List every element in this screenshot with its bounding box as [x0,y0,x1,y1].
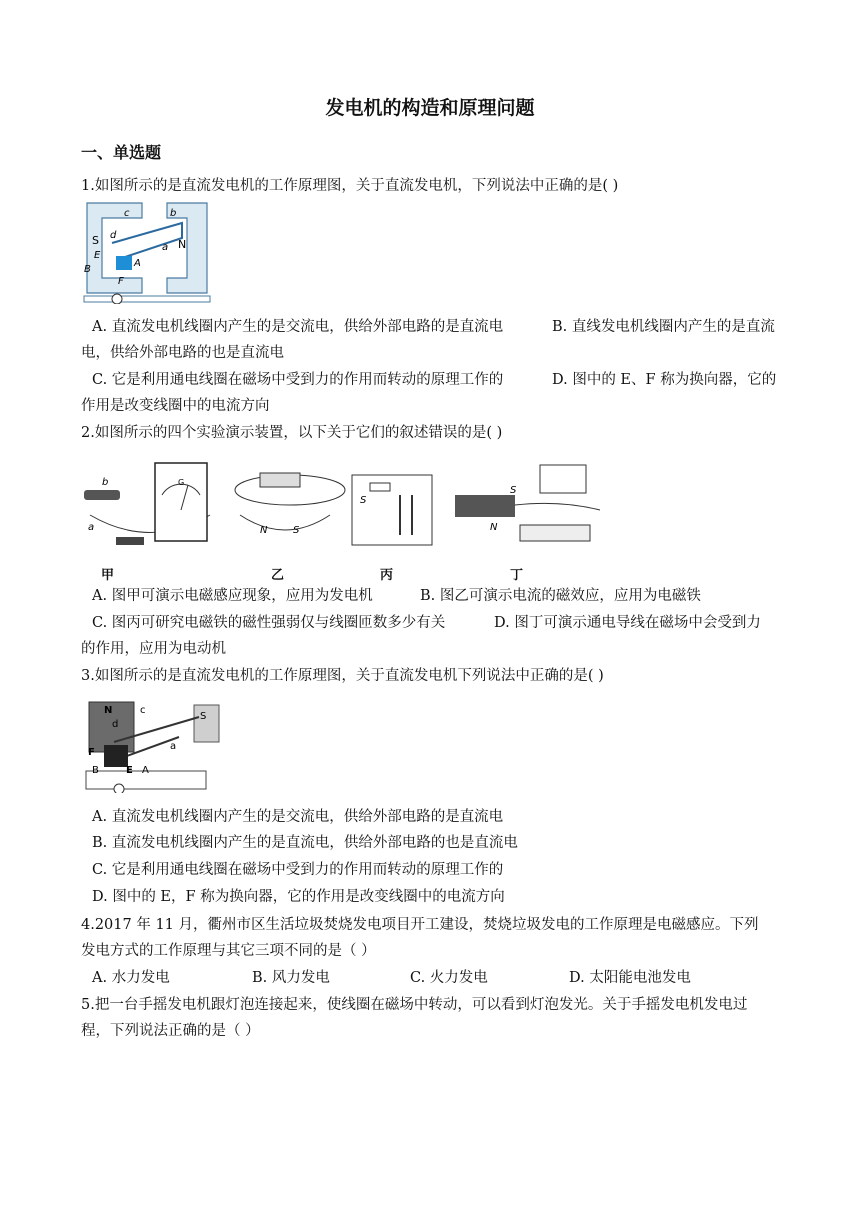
q1-fig-label-d: d [110,230,117,241]
q4-option-b: B. 风力发电 [252,970,330,986]
q2-fig-label-n: N [260,525,268,536]
q3-fig-label-a2: A [142,765,149,776]
question-3-stem: 3.如图所示的是直流发电机的工作原理图，关于直流发电机下列说法中正确的是( ) [81,668,604,684]
q2-fig-label-b: b [102,477,109,488]
q1-option-c: C. 它是利用通电线圈在磁场中受到力的作用而转动的原理工作的 [92,372,504,388]
q2-caption-jia: 甲 [101,568,115,583]
question-4-stem-line1: 4.2017 年 11 月，衢州市区生活垃圾焚烧发电项目开工建设，焚烧垃圾发电的工作原理是电磁感应。下列 [81,917,759,933]
q2-caption-bing: 丙 [380,568,394,583]
q1-fig-label-a-upper: A [134,258,141,269]
q2-fig-label-n2: N [490,522,498,533]
q2-option-a: A. 图甲可演示电磁感应现象，应用为发电机 [92,588,373,604]
q3-generator-figure [84,697,224,793]
q3-fig-label-s: S [200,711,207,722]
q2-option-d: D. 图丁可演示通电导线在磁场中会受到力 [494,615,761,631]
q3-fig-label-n: N [104,705,113,716]
q3-option-c: C. 它是利用通电线圈在磁场中受到力的作用而转动的原理工作的 [92,862,504,878]
q2-fig-label-s: S [293,525,300,536]
q1-fig-label-n: N [178,238,187,251]
q1-fig-label-e: E [94,250,101,261]
q1-fig-label-f: F [118,276,124,287]
q3-fig-label-e: E [126,765,133,776]
q1-fig-label-b: b [170,208,177,219]
page-title: 发电机的构造和原理问题 [325,97,535,119]
q2-option-b: B. 图乙可演示电流的磁效应，应用为电磁铁 [420,588,701,604]
section-heading: 一、单选题 [81,143,162,162]
q2-fig-label-a: a [88,522,95,533]
q1-option-d-cont: 作用是改变线圈中的电流方向 [81,398,270,414]
q3-fig-label-d: d [112,719,119,730]
q2-fig-label-s3: S [510,485,517,496]
q3-fig-label-f: F [88,747,95,758]
q3-option-d: D. 图中的 E，F 称为换向器，它的作用是改变线圈中的电流方向 [92,889,505,905]
question-2-stem: 2.如图所示的四个实验演示装置，以下关于它们的叙述错误的是( ) [81,425,503,441]
q2-option-d-cont: 的作用，应用为电动机 [81,641,226,657]
q3-option-b: B. 直流发电机线圈内产生的是直流电，供给外部电路的也是直流电 [92,835,518,851]
q1-option-b: B. 直线发电机线圈内产生的是直流 [552,319,775,335]
q1-generator-figure [82,198,212,304]
q4-option-d: D. 太阳能电池发电 [569,970,691,986]
question-5-stem-line2: 程，下列说法正确的是（ ） [81,1023,260,1039]
question-1-stem: 1.如图所示的是直流发电机的工作原理图，关于直流发电机，下列说法中正确的是( ) [81,178,619,194]
q1-option-d: D. 图中的 E、F 称为换向器，它的 [552,372,777,388]
q1-fig-label-b-lower: B [84,264,91,275]
q2-caption-ding: 丁 [510,568,524,583]
q1-fig-label-s: S [92,234,99,247]
q1-option-a: A. 直流发电机线圈内产生的是交流电，供给外部电路的是直流电 [92,319,504,335]
q1-fig-label-c: c [124,208,130,219]
q2-caption-yi: 乙 [271,568,285,583]
q3-fig-label-c: c [140,705,146,716]
q4-option-a: A. 水力发电 [92,970,170,986]
q3-option-a: A. 直流发电机线圈内产生的是交流电，供给外部电路的是直流电 [92,809,504,825]
q3-fig-label-a: a [170,741,177,752]
q1-fig-label-a: a [162,242,169,253]
q2-fig-label-s2: S [360,495,367,506]
question-4-stem-line2: 发电方式的工作原理与其它三项不同的是（ ） [81,943,376,959]
q2-fig-label-g: G [178,478,185,487]
q2-option-c: C. 图丙可研究电磁铁的磁性强弱仅与线圈匝数多少有关 [92,615,446,631]
q4-option-c: C. 火力发电 [410,970,488,986]
question-5-stem-line1: 5.把一台手摇发电机跟灯泡连接起来，使线圈在磁场中转动，可以看到灯泡发光。关于手摇发电机发电过 [81,997,748,1013]
q1-option-b-cont: 电，供给外部电路的也是直流电 [81,345,284,361]
q3-fig-label-b: B [92,765,99,776]
